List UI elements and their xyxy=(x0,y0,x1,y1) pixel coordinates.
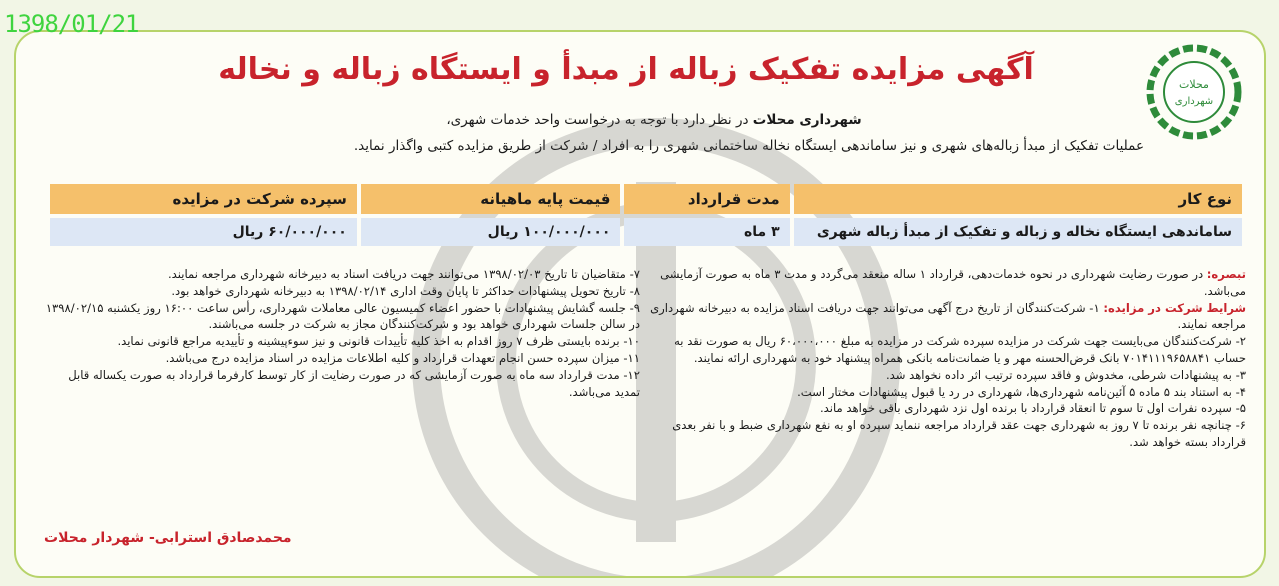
condition-item-11: ۱۱- میزان سپرده حسن انجام تعهدات قرارداد و کلیه اطلاعات مزایده در اسناد مزایده درج می‌باشد. xyxy=(165,350,640,365)
condition-item-5: ۵- سپرده نفرات اول تا سوم تا انعقاد قرارداد با برنده اول نزد شهرداری باقی خواهد ماند. xyxy=(820,401,1246,416)
condition-item-4: ۴- به استناد بند ۵ ماده ۵ آئین‌نامه شهرداری‌ها، شهرداری در رد یا قبول پیشنهادات مختار است. xyxy=(797,384,1246,399)
condition-item-6: ۶- چنانچه نفر برنده تا ۷ روز به شهرداری جهت عقد قرارداد مراجعه ننماید سپرده او به نفع شهرداری ضبط و با نفر بعدی قرارداد بسته خواهد شد. xyxy=(672,418,1246,449)
condition-item-8: ۸- تاریخ تحویل پیشنهادات حداکثر تا پایان وقت اداری ۱۳۹۸/۰۲/۱۴ به دبیرخانه شهرداری خواهد بود. xyxy=(171,283,640,298)
condition-item-1 xyxy=(646,300,1246,334)
municipality-name: شهرداری محلات xyxy=(752,112,862,128)
signature: محمدصادق استرابی- شهردار محلات xyxy=(44,530,292,546)
terms-table xyxy=(46,180,1246,250)
header-contract-duration: مدت قرارداد xyxy=(624,184,789,214)
municipality-logo xyxy=(1146,44,1242,140)
cell-contract-duration: ۳ ماه xyxy=(624,218,789,246)
notice-title: آگهی مزایده تفکیک زباله از مبدأ و ایستگاه زباله و نخاله xyxy=(218,52,1034,87)
date-stamp: 1398/01/21 xyxy=(4,10,139,38)
condition-item-10: ۱۰- برنده بایستی ظرف ۷ روز اقدام به اخذ کلیه تأییدات قانونی و نیز سوءپیشینه و تأییدیه مراجع قانونی نماید. xyxy=(117,334,640,349)
condition-item-7: ۷- متقاضیان تا تاریخ ۱۳۹۸/۰۲/۰۳ می‌توانند جهت دریافت اسناد به دبیرخانه شهرداری مراجعه نمایند. xyxy=(167,267,640,281)
cell-deposit: ۶۰/۰۰۰/۰۰۰ ریال xyxy=(50,218,357,246)
conditions-label: شرایط شرکت در مزایده: xyxy=(1103,300,1246,315)
condition-item-9: ۹- جلسه گشایش پیشنهادات با حضور اعضاء کمیسیون عالی معاملات شهرداری، رأس ساعت ۱۶:۰۰ روز یکشنبه ۱۳۹۸/۰۲/۱۵ در سالن جلسات شهرداری خواهد بود و شرکت‌کنندگان مجاز به شرکت در جلسه می‌باشند. xyxy=(45,300,640,332)
condition-item-2: ۲- شرکت‌کنندگان می‌بایست جهت شرکت در مزایده سپرده شرکت در مزایده به مبلغ ۶۰،۰۰۰،۰۰۰ ریال به صورت نقد به حساب ۷۰۱۴۱۱۱۹۶۵۸۸۴۱ بانک قرض‌الحسنه مهر و یا ضمانت‌نامه بانکی همراه پیشنهاد خود به شهرداری ارائه نمایند. xyxy=(674,334,1246,365)
note-paragraph xyxy=(646,266,1246,300)
condition-item-3: ۳- به پیشنهادات شرطی، مخدوش و فاقد سپرده ترتیب اثر داده نخواهد شد. xyxy=(885,367,1246,382)
table-header-row xyxy=(50,184,1242,214)
condition-item-1-text: ۱- شرکت‌کنندگان از تاریخ درج آگهی می‌توانند جهت دریافت اسناد مزایده به دبیرخانه شهرداری مراجعه نمایند. xyxy=(650,300,1246,332)
intro-line-1 xyxy=(374,112,934,128)
svg-text:محلات: محلات xyxy=(1179,78,1209,91)
header-job-type: نوع کار xyxy=(794,184,1242,214)
table-row xyxy=(50,218,1242,246)
note-text: در صورت رضایت شهرداری در نحوه خدمات‌دهی، قرارداد ۱ ساله منعقد می‌گردد و مدت ۳ ماه به صورت آزمایشی می‌باشد. xyxy=(660,267,1246,298)
cell-job-type: ساماندهی ایستگاه نخاله و زباله و تفکیک از مبدأ زباله شهری xyxy=(794,218,1242,246)
conditions-column-right xyxy=(646,266,1246,451)
intro-line-2: عملیات تفکیک از مبدأ زباله‌های شهری و نیز ساماندهی ایستگاه نخاله ساختمانی شهری را به افراد / شرکت از طریق مزایده کتبی واگذار نماید. xyxy=(353,138,1144,154)
note-label: تبصره: xyxy=(1206,267,1246,281)
svg-text:شهرداری: شهرداری xyxy=(1174,96,1214,107)
notice-frame xyxy=(14,30,1266,578)
intro-text: در نظر دارد با توجه به درخواست واحد خدمات شهری، xyxy=(446,112,753,128)
header-base-price: قیمت پایه ماهیانه xyxy=(361,184,621,214)
condition-item-12: ۱۲- مدت قرارداد سه ماه به صورت آزمایشی که در صورت رضایت از کار توسط کارفرما قرارداد به صورت یکساله قابل تمدید می‌باشد. xyxy=(68,367,640,399)
conditions-column-left xyxy=(40,266,640,400)
cell-base-price: ۱۰۰/۰۰۰/۰۰۰ ریال xyxy=(361,218,621,246)
header-deposit: سپرده شرکت در مزایده xyxy=(50,184,357,214)
